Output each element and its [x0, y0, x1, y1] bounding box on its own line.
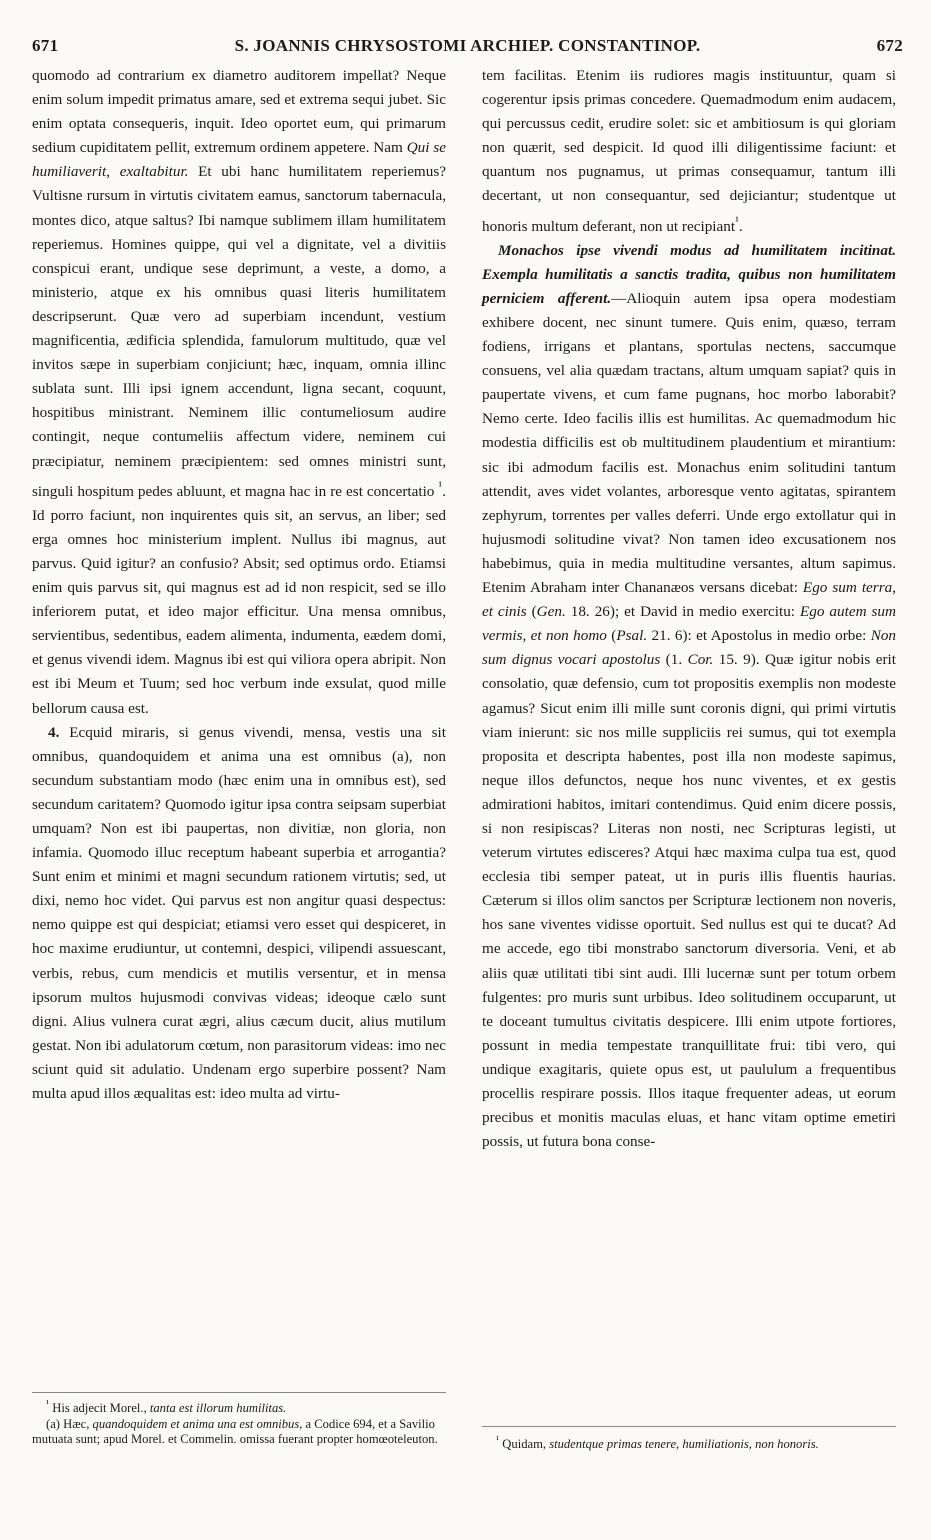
- scripture-quote: Ego autem sum vermis, et non homo: [482, 603, 896, 645]
- footnote-1: $^{^1}$ Quidam, studentque primas tenere, humiliationis, non honoris.: [496, 1435, 819, 1452]
- footnotes-left: [32, 1392, 446, 1448]
- left-column: [32, 64, 446, 1106]
- page-number-right: 672: [876, 36, 903, 55]
- footnote-ref[interactable]: ¹: [735, 213, 739, 228]
- footnote-ref[interactable]: ¹: [438, 478, 443, 493]
- scripture-reference: Cor.: [687, 651, 714, 669]
- footnotes-right: [482, 1426, 896, 1453]
- right-column: [482, 64, 896, 1154]
- section-heading: Monachos ipse vivendi modus ad humilitatem incitinat. Exempla humilitatis a sanctis tradita, quibus non humilitatem perniciem afferent.: [482, 241, 896, 307]
- scripture-reference: Psal.: [616, 627, 648, 645]
- right-paragraph-1: tem facilitas. Etenim iis rudiores magis instituuntur, quam si cogerentur ipsis primas concedere. Quemadmodum enim audacem, qui percussus cedit, erudire solet: sic et ambitiosum is qui gloriam non quærit, sed despicit. Id quod illi diligentissime faciunt: et quantum nos pugnamus, ut primas consequamur, tantum illi decertant, ut non consequantur, sed dejiciantur; studentque ut honoris multum deferant, non ut recipiant$^{^1}$.: [482, 67, 896, 235]
- scripture-quote: Qui se humiliaverit, exaltabitur.: [32, 139, 447, 181]
- left-paragraph-2: 4. Ecquid miraris, si genus vivendi, mensa, vestis una sit omnibus, quandoquidem et anima una est omnibus (a), non secundum substantiam modo (hæc enim una in omnibus est), sed secundum caritatem? Quomodo igitur ipsa contra seipsam superbiat umquam? Non est ibi paupertas, non divitiæ, non gloria, non infamia. Quomodo illuc receptum habeant superbia et arrogantia? Sunt enim et minimi et magni secundum rationem virtutis; sed, ut dixi, nemo hoc videt. Qui parvus est non angitur quasi despectus: nemo quippe est qui despiciat; etiamsi vero esset qui despiceret, in hoc maxime erudiuntur, ut contemni, despici, vilipendi assuescant, verbis, rebus, cum mendicis et mutilis versentur, et in mensa ipsorum multos hujusmodi convivas videas; ideoque cælo sunt digni. Alius vulnera curat ægri, alius cæcum ducit, alius mutilum gestat. Non ibi adulatorum cœtum, non parasitorum videas: imo nec sciunt quid sit adulatio. Undenam ergo superbire possent? Nam multa apud illos æqualitas est: ideo multa ad virtu-: [32, 723, 446, 1102]
- running-header: [32, 36, 903, 62]
- left-paragraph-1: quomodo ad contrarium ex diametro auditorem impellat? Neque enim solum impedit primatus amare, sed et extrema sequi jubet. Sic enim optata consequeris, inquit. Ideo oportet eum, qui primarum sedium cupiditatem pellit, extremum ordinem appetere. Nam Qui se humiliaverit, exaltabitur. Et ubi hanc humilitatem reperiemus? Vultisne rursum in virtutis civitatem eamus, sanctorum tabernacula, montes dico, atque saltus? Ibi namque sublimem illam humilitatem reperiemus. Homines quippe, qui vel a dignitate, vel a divitiis conspicui erant, undique sese deprimunt, a veste, a domo, a ministerio, atque ex his omnibus quasi literis humilitatem descripserunt. Quæ vero ad superbiam incendunt, vestium magnificentia, ædificia splendida, famulorum multitudo, quæ vel invitos sæpe in superbiam conjiciunt; hæc, inquam, omnia illinc sublata sunt. Illi ipsi ignem accendunt, ligna secant, coquunt, hospitibus ministrant. Neminem illic contumeliosum audire contingit, neque contumeliis affectum videre, neminem cui præcipiatur, neminem præcipientem: sed omnes ministri sunt, singuli hospitum pedes abluunt, et magna hac in re est concertatio $^{^1}$. Id porro faciunt, non inquirentes quis sit, an servus, an liber; sed erga omnes hoc ministerium implent. Nullus ibi magnus, aut parvus. Quid igitur? an confusio? Absit; sed optimus ordo. Etiamsi enim quis parvus sit, qui magnus est ad id non respicit, sed se illo inferiorem putat, et ideo major efficitur. Una mensa omnibus, servientibus, sedentibus, eadem alimenta, indumenta, eædem domi, et genus vivendi idem. Magnus ibi est qui viliora opera abripit. Non est ibi Meum et Tuum; sed hoc verbum inde exsulat, quod mille bellorum causa est.: [32, 67, 447, 717]
- right-paragraph-2: Monachos ipse vivendi modus ad humilitatem incitinat. Exempla humilitatis a sanctis tradita, quibus non humilitatem perniciem afferent.—Alioquin autem ipsa opera modestiam exhibere docent, nec sinunt tumere. Quis enim, quæso, terram fodiens, irrigans et plantans, sportulas nectens, saccumque consuens, vel alia quædam tractans, altum umquam sapiat? quis in paupertate vivens, et cum fame pugnans, hoc morbo laborabit? Nemo certe. Ideo facilis illis est humilitas. Ac quemadmodum hic modestia difficilis est ob multitudinem plaudentium et mirantium: sic ibi admodum facilis est. Monachus enim solitudini tantum attendit, aves videt volantes, arboresque vento agitatas, spirantem zephyrum, torrentes per valles deferri. Unde ergo extollatur qui in hujusmodi solitudine vivat? Non tamen ideo excusationem nos habebimus, quia in media multitudine versantes, altum sapimus. Etenim Abraham inter Chananæos versans dicebat: Ego sum terra, et cinis (Gen. 18. 26); et David in medio exercitu: Ego autem sum vermis, et non homo (Psal. 21. 6): et Apostolus in medio orbe: Non sum dignus vocari apostolus (1. Cor. 15. 9). Quæ igitur nobis erit consolatio, quæ defensio, cum tot propositis exemplis non modeste agamus? Sicut enim illi mille sunt coronis digni, qui primi virtutis viam inierunt: sic nos mille suppliciis rei sumus, qui tot exempla proposita et descripta habentes, post illa non modeste sapimus, neque illos defunctos, neque hos nunc viventes, et ex gestis admirationi habitos, imitari contendimus. Quid enim dicere possis, si non resipiscas? Literas non nosti, nec Scripturas legisti, ut veterum virtutes edisceres? Atqui hæc maxima culpa tua est, quod ecclesia tibi semper pateat, ut in puris illis fluentis haurias. Cæterum si illos olim sanctos per Scripturæ lectionem non noveris, hos sane viventes vidisse oportuit. Sed nullus est qui te ducat? Ad me accede, ego tibi monstrabo sanctorum diversoria. Veni, et ab aliis quæ utilitati tibi sint audi. Illi lucernæ sunt per totum orbem fulgentes: pro muris sunt urbibus. Ideo solitudinem occuparunt, ut te doceant tumultus civitatis despicere. Illi enim utpote fortiores, possunt in media tempestate tranquillitate frui: tibi vero, qui undique exagitaris, quiete opus est, ut paululum a frequentibus procellis respirare possis. Illos itaque frequenter adeas, ut eorum precibus et monitis maculas eluas, et hanc vitam optime emetiri possis, ut futura bona conse-: [482, 241, 897, 1151]
- scripture-reference: Gen.: [536, 603, 566, 621]
- footnote-a: (a) Hæc, quandoquidem et anima una est omnibus, a Codice 694, et a Savilio mutuata sunt; apud Morel. et Commelin. omissa fuerant propter homœoteleuton.: [32, 1416, 438, 1447]
- footnote-1: $^{^1}$ His adjecit Morel., tanta est illorum humilitas.: [46, 1399, 287, 1416]
- running-title: S. JOANNIS CHRYSOSTOMI ARCHIEP. CONSTANTINOP.: [234, 36, 701, 55]
- section-number: 4.: [48, 723, 60, 741]
- footnote-ref[interactable]: (a): [391, 747, 409, 765]
- page-number-left: 671: [32, 36, 59, 55]
- scripture-quote: Ego sum terra, et cinis: [482, 579, 896, 621]
- scripture-quote: Non sum dignus vocari apostolus: [482, 627, 897, 669]
